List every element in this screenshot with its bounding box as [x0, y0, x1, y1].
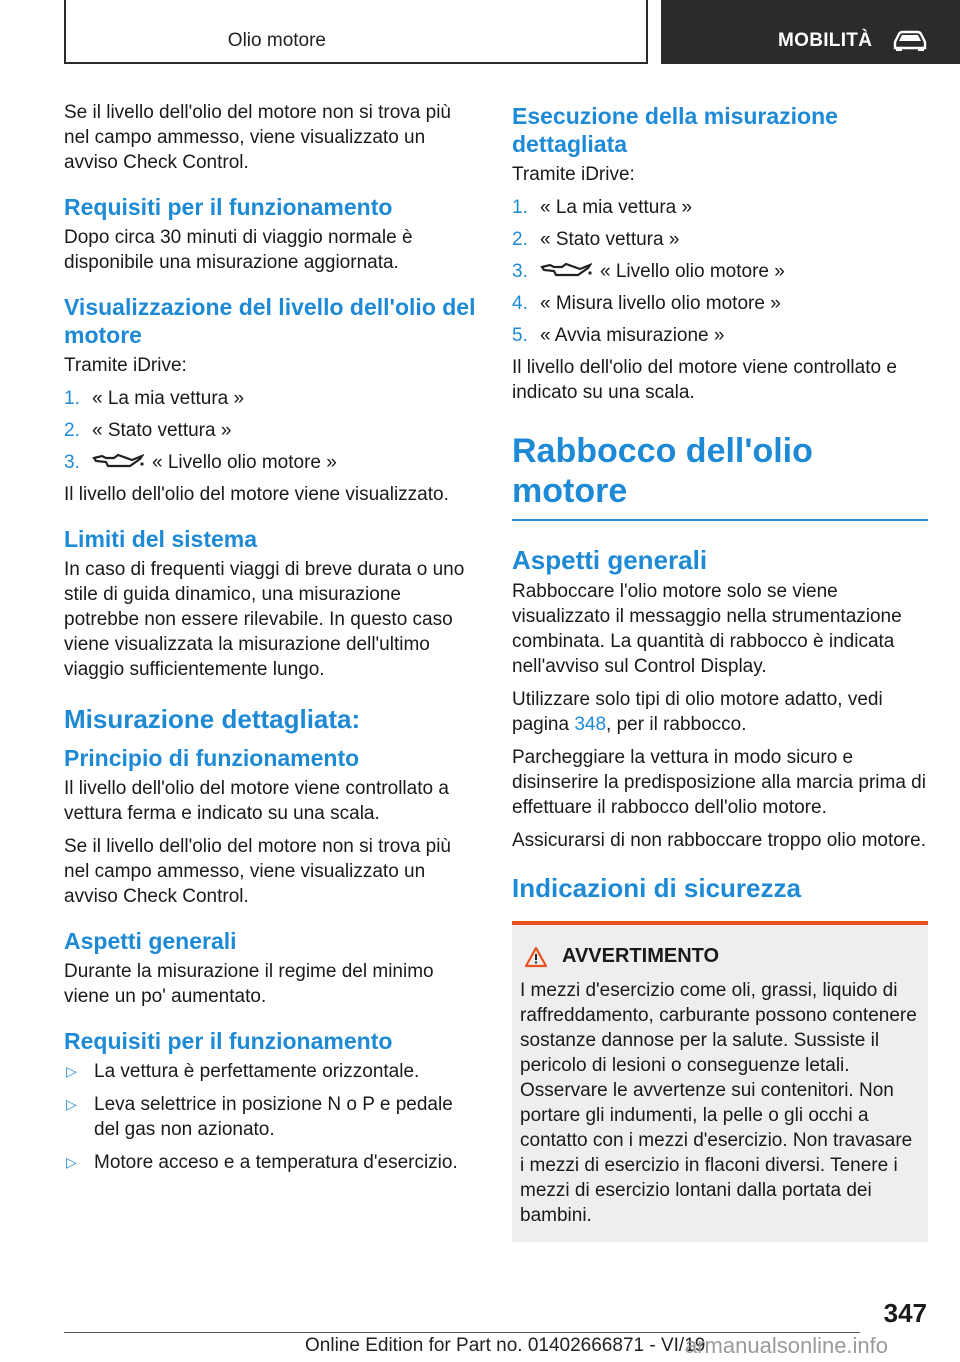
footer-edition: Online Edition for Part no. 01402666871 - VI/19: [305, 1335, 706, 1356]
step-text: « Livello olio motore »: [152, 452, 337, 473]
display-lead: Tramite iDrive:: [64, 355, 187, 376]
right-column: [512, 100, 928, 1242]
step-text: « Misura livello olio motore »: [540, 293, 781, 314]
step-text: « Livello olio motore »: [600, 261, 785, 282]
bullet-text: Motore acceso e a temperatura d'esercizio.: [94, 1152, 458, 1173]
footer-watermark: armanualsonline.info: [685, 1333, 889, 1358]
step-number: 2.: [64, 420, 80, 441]
triangle-bullet-icon: ▷: [66, 1096, 77, 1112]
step-number: 1.: [512, 197, 528, 218]
bullet-text: La vettura è perfettamente orizzontale.: [94, 1061, 420, 1082]
step-text: « Stato vettura »: [540, 229, 680, 250]
execution-steps: [512, 195, 928, 348]
list-item: [512, 195, 928, 220]
general-paragraph-2-start: Utilizzare solo tipi di olio motore adatto, vedi pagina: [512, 689, 883, 735]
step-text: « Avvia misurazione »: [540, 325, 725, 346]
step-text: « La mia vettura »: [92, 388, 245, 409]
step-text: « La mia vettura »: [540, 197, 693, 218]
bullet-text: Leva selettrice in posizione N o P e pedale del gas non azionato.: [94, 1094, 453, 1140]
limits-heading: Limiti del sistema: [64, 526, 258, 552]
warning-header: [520, 945, 920, 968]
limits-text: In caso di frequenti viaggi di breve durata o uno stile di guida dinamico, una misurazione potrebbe non essere rilevabile. In questo caso viene visualizzata la misurazione dell'ultimo viaggio sufficientemente lungo.: [64, 559, 465, 680]
general-paragraph-2: [512, 687, 928, 737]
step-number: 3.: [512, 261, 528, 282]
execution-lead: Tramite iDrive:: [512, 164, 635, 185]
requirements-heading: Requisiti per il funzionamento: [64, 194, 393, 220]
chapter-heading: Rabbocco dell'olio motore: [512, 431, 928, 521]
list-item: [64, 1150, 480, 1175]
general-paragraph-4: Assicurarsi di non rabboccare troppo olio motore.: [512, 830, 926, 851]
display-steps: [64, 386, 480, 475]
execution-heading: Esecuzione della misurazione dettagliata: [512, 103, 838, 157]
warning-title: AVVERTIMENTO: [562, 945, 720, 967]
display-result: Il livello dell'olio del motore viene visualizzato.: [64, 484, 449, 505]
warning-triangle-icon: [524, 946, 548, 968]
general-heading: Aspetti generali: [64, 928, 237, 954]
step-number: 4.: [512, 293, 528, 314]
oil-can-icon: [540, 261, 592, 279]
list-item: [64, 418, 480, 443]
safety-heading: Indicazioni di sicurezza: [512, 873, 801, 903]
display-heading: Visualizzazione del livello dell'olio del motore: [64, 294, 476, 348]
requirements-2-heading: Requisiti per il funzionamento: [64, 1028, 393, 1054]
list-item: [512, 323, 928, 348]
list-item: [512, 227, 928, 252]
triangle-bullet-icon: ▷: [66, 1063, 77, 1079]
header-section-title: Olio motore: [227, 30, 326, 51]
list-item: [64, 1059, 480, 1084]
header-frame: [64, 0, 648, 64]
requirements-2-list: [64, 1059, 480, 1175]
general-paragraph-1: Rabboccare l'olio motore solo se viene visualizzato il messaggio nella strumentazione combinata. La quantità di rabbocco è indicata nell'avviso sul Control Display.: [512, 581, 902, 677]
step-text: « Stato vettura »: [92, 420, 232, 441]
requirements-text: Dopo circa 30 minuti di viaggio normale è disponibile una misurazione aggiornata.: [64, 227, 413, 273]
warning-box: [512, 921, 928, 1242]
list-item: [512, 291, 928, 316]
general-aspects-heading: Aspetti generali: [512, 545, 708, 575]
triangle-bullet-icon: ▷: [66, 1154, 77, 1170]
page-number: 347: [883, 1298, 927, 1328]
general-paragraph-3: Parcheggiare la vettura in modo sicuro e disinserire la predisposizione alla marcia prima di effettuare il rabbocco dell'olio motore.: [512, 747, 926, 818]
general-text: Durante la misurazione il regime del minimo viene un po' aumentato.: [64, 961, 434, 1007]
general-paragraph-2-end: , per il rabbocco.: [606, 714, 747, 735]
page-link[interactable]: 348: [574, 714, 607, 735]
principle-paragraph-1: Il livello dell'olio del motore viene controllato a vettura ferma e indicato su una scala.: [64, 778, 449, 824]
list-item: [64, 386, 480, 411]
list-item: [512, 259, 928, 284]
step-number: 3.: [64, 452, 80, 473]
list-item: [64, 1092, 480, 1142]
execution-result: Il livello dell'olio del motore viene controllato e indicato su una scala.: [512, 357, 897, 403]
step-number: 1.: [64, 388, 80, 409]
intro-paragraph: Se il livello dell'olio del motore non si trova più nel campo ammesso, viene visualizzato un avviso Check Control.: [64, 102, 451, 173]
detailed-measurement-heading: Misurazione dettagliata:: [64, 704, 361, 734]
header-chapter-bar: [661, 0, 960, 64]
car-icon: [892, 30, 928, 52]
step-number: 2.: [512, 229, 528, 250]
header-chapter-title: MOBILITÀ: [778, 30, 873, 51]
list-item: [64, 450, 480, 475]
principle-heading: Principio di funzionamento: [64, 745, 360, 771]
oil-can-icon: [92, 452, 144, 470]
warning-text: I mezzi d'esercizio come oli, grassi, liquido di raffreddamento, carburante possono contenere sostanze dannose per la salute. Sussiste il pericolo di lesioni o conseguenze letali. Osservare le avvertenze sui contenitori. Non portare gli indumenti, la pelle o gli occhi a contatto con i mezzi d'esercizio. Non travasare i mezzi di esercizio in flaconi diversi. Tenere i mezzi di esercizio lontani dalla portata dei bambini.: [520, 980, 917, 1226]
principle-paragraph-2: Se il livello dell'olio del motore non si trova più nel campo ammesso, viene visualizzato un avviso Check Control.: [64, 836, 451, 907]
left-column: [64, 100, 480, 1183]
step-number: 5.: [512, 325, 528, 346]
